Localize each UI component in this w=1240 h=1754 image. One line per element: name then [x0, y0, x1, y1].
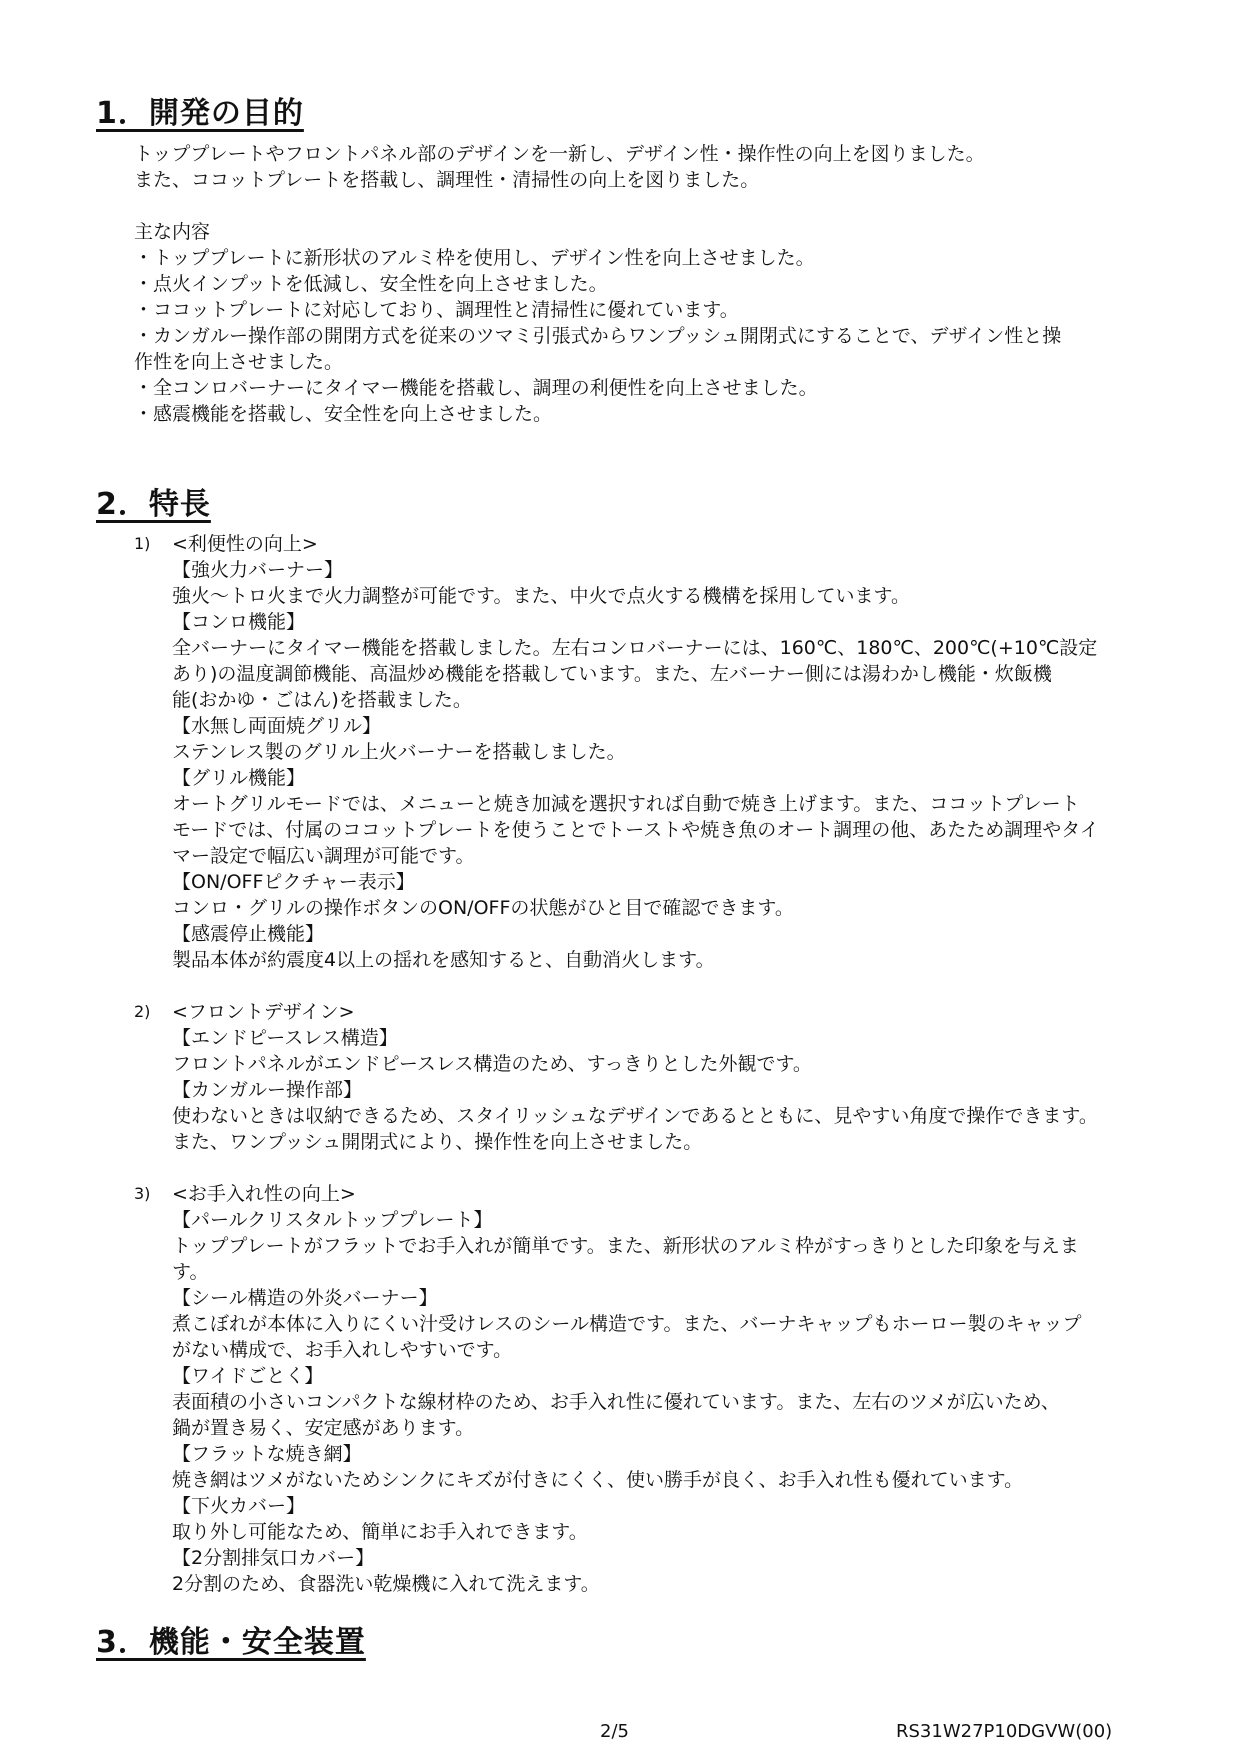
- feature-heading: 【ワイドごとく】: [172, 1365, 324, 1387]
- feature-heading: 【コンロ機能】: [172, 611, 306, 633]
- feature-text: 取り外し可能なため、簡単にお手入れできます。: [172, 1521, 588, 1543]
- feature-text: 能(おかゆ・ごはん)を搭載ました。: [172, 689, 472, 711]
- section-3-heading: 3．機能・安全装置: [96, 1625, 366, 1660]
- feature-text: 強火～トロ火まで火力調整が可能です。また、中火で点火する機構を採用しています。: [172, 585, 910, 607]
- feature-heading: 【シール構造の外炎バーナー】: [172, 1287, 438, 1309]
- bullet-point: ・点火インプットを低減し、安全性を向上させました。: [134, 273, 608, 295]
- group-number: 2): [134, 1002, 151, 1021]
- feature-heading: 【感震停止機能】: [172, 923, 325, 945]
- feature-text: 表面積の小さいコンパクトな線材枠のため、お手入れ性に優れています。また、左右のツメが広いため、: [172, 1391, 1060, 1413]
- bullet-point: ・ココットプレートに対応しており、調理性と清掃性に優れています。: [134, 299, 739, 321]
- group-number: 1): [134, 534, 151, 553]
- feature-text: 煮こぼれが本体に入りにくい汁受けレスのシール構造です。また、バーナキャップもホーロー製のキャップ: [172, 1313, 1082, 1335]
- document-code: RS31W27P10DGVW(00): [896, 1721, 1113, 1742]
- page-number: 2/5: [600, 1721, 629, 1742]
- feature-text: 焼き網はツメがないためシンクにキズが付きにくく、使い勝手が良く、お手入れ性も優れています。: [172, 1469, 1024, 1491]
- feature-text: コンロ・グリルの操作ボタンのON/OFFの状態がひと目で確認できます。: [172, 897, 794, 919]
- feature-heading: 【フラットな焼き網】: [172, 1443, 362, 1465]
- bullet-point: ・カンガルー操作部の開閉方式を従来のツマミ引張式からワンプッシュ開閉式にすることで、デザイン性と操: [134, 325, 1062, 347]
- feature-heading: 【強火力バーナー】: [172, 559, 344, 581]
- feature-text: モードでは、付属のココットプレートを使うことでトーストや焼き魚のオート調理の他、あたため調理やタイ: [172, 819, 1099, 841]
- group-title: <フロントデザイン>: [172, 1001, 355, 1023]
- feature-text: 鍋が置き易く、安定感があります。: [172, 1417, 475, 1439]
- group-title: <お手入れ性の向上>: [172, 1183, 356, 1205]
- feature-text: オートグリルモードでは、メニューと焼き加減を選択すれば自動で焼き上げます。また、ココットプレート: [172, 793, 1080, 815]
- feature-text: 2分割のため、食器洗い乾燥機に入れて洗えます。: [172, 1573, 600, 1595]
- section-1-heading: 1．開発の目的: [96, 96, 304, 131]
- feature-text: がない構成で、お手入れしやすいです。: [172, 1339, 513, 1361]
- section-2-heading: 2．特長: [96, 487, 211, 522]
- feature-heading: 【パールクリスタルトッププレート】: [172, 1209, 493, 1231]
- feature-heading: 【ON/OFFピクチャー表示】: [172, 871, 415, 893]
- feature-heading: 【下火カバー】: [172, 1495, 306, 1517]
- feature-text: トッププレートがフラットでお手入れが簡単です。また、新形状のアルミ枠がすっきりとした印象を与えま: [172, 1235, 1079, 1257]
- feature-text: 全バーナーにタイマー機能を搭載しました。左右コンロバーナーには、160℃、180℃、200℃(+10℃設定: [172, 637, 1098, 659]
- group-title: <利便性の向上>: [172, 533, 318, 555]
- group-number: 3): [134, 1184, 151, 1203]
- main-content-title: 主な内容: [134, 221, 211, 243]
- feature-text: また、ワンプッシュ開閉式により、操作性を向上させました。: [172, 1131, 703, 1153]
- feature-text: 使わないときは収納できるため、スタイリッシュなデザインであるとともに、見やすい角度で操作できます。: [172, 1105, 1098, 1127]
- feature-text: ステンレス製のグリル上火バーナーを搭載しました。: [172, 741, 626, 763]
- bullet-point: ・感震機能を搭載し、安全性を向上させました。: [134, 403, 553, 425]
- bullet-point: ・全コンロバーナーにタイマー機能を搭載し、調理の利便性を向上させました。: [134, 377, 818, 399]
- feature-heading: 【グリル機能】: [172, 767, 306, 789]
- intro-line: トッププレートやフロントパネル部のデザインを一新し、デザイン性・操作性の向上を図りました。: [134, 143, 985, 165]
- bullet-point: ・トッププレートに新形状のアルミ枠を使用し、デザイン性を向上させました。: [134, 247, 815, 269]
- feature-text: あり)の温度調節機能、高温炒め機能を搭載しています。また、左バーナー側には湯わかし機能・炊飯機: [172, 663, 1052, 685]
- feature-heading: 【2分割排気口カバー】: [172, 1547, 375, 1569]
- feature-text: マー設定で幅広い調理が可能です。: [172, 845, 475, 867]
- bullet-point-continued: 作性を向上させました。: [134, 351, 344, 373]
- feature-heading: 【水無し両面焼グリル】: [172, 715, 382, 737]
- feature-text: 製品本体が約震度4以上の揺れを感知すると、自動消火します。: [172, 949, 715, 971]
- feature-heading: 【エンドピースレス構造】: [172, 1027, 398, 1049]
- feature-text: す。: [172, 1261, 209, 1283]
- feature-heading: 【カンガルー操作部】: [172, 1079, 363, 1101]
- intro-line: また、ココットプレートを搭載し、調理性・清掃性の向上を図りました。: [134, 169, 760, 191]
- feature-text: フロントパネルがエンドピースレス構造のため、すっきりとした外観です。: [172, 1053, 812, 1075]
